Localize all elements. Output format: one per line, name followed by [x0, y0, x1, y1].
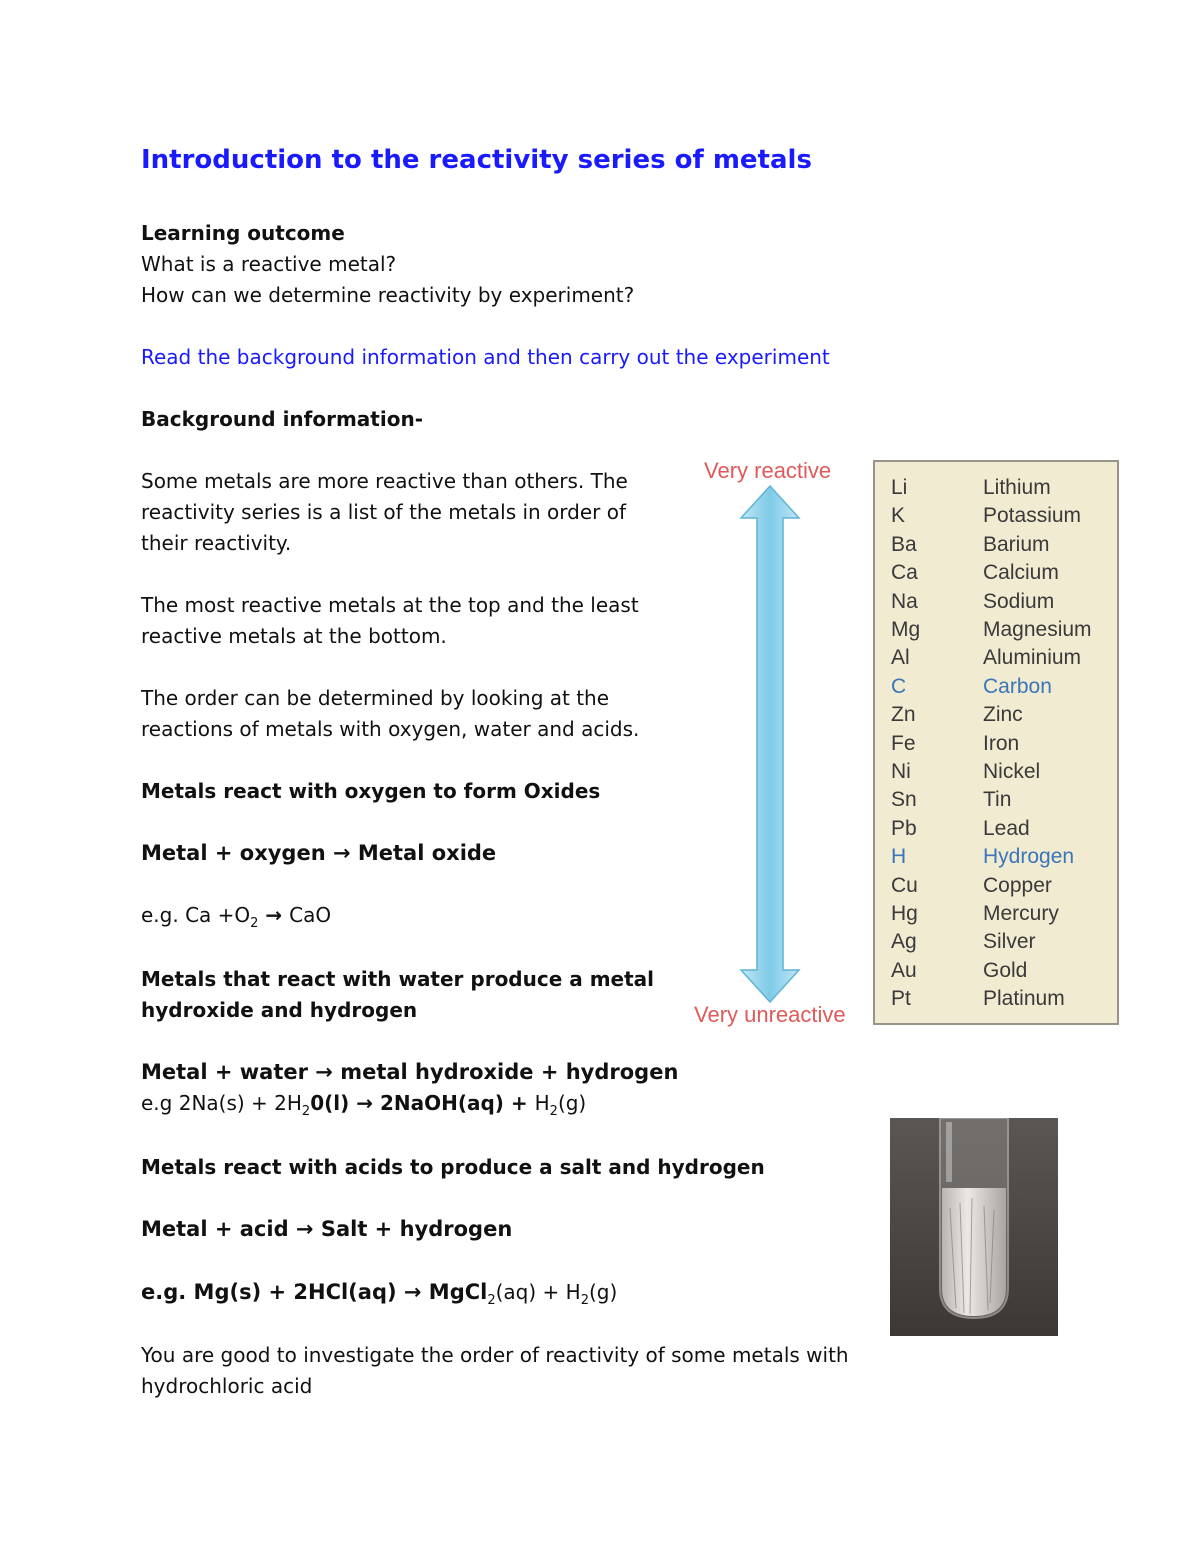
background-para-2-line-2: reactive metals at the bottom.: [141, 624, 447, 648]
metal-symbol: Cu: [891, 873, 918, 897]
metal-row: [875, 675, 1117, 703]
background-para-1-line-1: Some metals are more reactive than others. The: [141, 469, 628, 493]
metal-symbol: H: [891, 845, 907, 869]
metal-symbol: Sn: [891, 788, 917, 812]
acid-example-sub-b: 2: [580, 1293, 589, 1308]
metal-row: [875, 874, 1117, 902]
metal-name: Platinum: [983, 987, 1065, 1011]
water-example-part-b: 0(l) → 2NaOH(aq) +: [310, 1091, 535, 1115]
metal-name: Lead: [983, 816, 1030, 840]
water-example-sub-a: 2: [301, 1104, 311, 1119]
background-para-3-line-2: reactions of metals with oxygen, water and acids.: [141, 717, 640, 741]
background-para-1-line-2: reactivity series is a list of the metals in order of: [141, 500, 627, 524]
metal-name: Gold: [983, 958, 1028, 982]
metal-row: [875, 504, 1117, 532]
metal-name: Barium: [983, 532, 1050, 556]
metal-row: [875, 561, 1117, 589]
metal-symbol: K: [891, 504, 906, 528]
oxygen-example-reactants: e.g. Ca +O: [141, 903, 251, 927]
oxygen-heading: Metals react with oxygen to form Oxides: [141, 779, 601, 803]
metal-symbol: Ba: [891, 532, 917, 556]
metal-symbol: Au: [891, 958, 917, 982]
background-para-1-line-3: their reactivity.: [141, 531, 292, 555]
acid-example-sub-a: 2: [487, 1293, 496, 1308]
metal-row: [875, 533, 1117, 561]
metal-row: [875, 959, 1117, 987]
water-example-part-a: e.g 2Na(s) + 2H: [141, 1091, 302, 1115]
acid-heading: Metals react with acids to produce a salt and hydrogen: [141, 1155, 765, 1179]
metal-name: Aluminium: [983, 646, 1082, 670]
background-heading: Background information-: [141, 407, 424, 431]
metal-symbol: Ni: [891, 760, 911, 783]
metal-symbol: Zn: [891, 703, 916, 727]
metal-name: Calcium: [983, 561, 1059, 585]
metal-symbol: Ca: [891, 561, 918, 585]
metal-row: [875, 703, 1117, 731]
oxygen-word-equation: Metal + oxygen → Metal oxide: [141, 841, 497, 865]
metal-symbol: Hg: [891, 902, 918, 925]
metal-name: Hydrogen: [983, 845, 1075, 869]
water-example-part-d: (g): [557, 1091, 587, 1115]
metal-symbol: Li: [891, 476, 908, 499]
metal-row: [875, 930, 1117, 958]
instruction-text: Read the background information and then carry out the experiment: [141, 345, 830, 369]
metal-symbol: Mg: [891, 618, 921, 641]
metal-symbol: Na: [891, 589, 918, 613]
closing-line-2: hydrochloric acid: [141, 1374, 313, 1398]
metal-name: Iron: [983, 731, 1020, 755]
test-tube-photo: [890, 1118, 1058, 1336]
metal-name: Carbon: [983, 674, 1052, 698]
metal-row: [875, 788, 1117, 816]
metal-row: [875, 760, 1117, 788]
oxygen-example-subscript: 2: [250, 916, 259, 931]
metal-row: [875, 902, 1117, 930]
acid-example: [141, 1277, 617, 1308]
metal-row: [875, 845, 1117, 873]
metal-name: Silver: [983, 930, 1036, 954]
metal-row: [875, 732, 1117, 760]
metal-symbol: Al: [891, 646, 910, 670]
metal-row: [875, 817, 1117, 845]
water-example-sub-c: 2: [549, 1104, 558, 1119]
acid-example-part-a: e.g. Mg(s) + 2HCl(aq) → MgCl: [141, 1280, 488, 1304]
metal-row: [875, 476, 1117, 504]
metal-row: [875, 590, 1117, 618]
metal-name: Nickel: [983, 760, 1041, 783]
water-example: [141, 1088, 586, 1119]
double-arrow-icon: [735, 484, 805, 1004]
oxygen-example-product: CaO: [289, 903, 332, 927]
oxygen-example: [141, 900, 331, 931]
water-word-equation: Metal + water → metal hydroxide + hydrogen: [141, 1060, 679, 1084]
water-heading-line-2: hydroxide and hydrogen: [141, 998, 418, 1022]
water-heading-line-1: Metals that react with water produce a metal: [141, 967, 655, 991]
background-para-3-line-1: The order can be determined by looking at the: [141, 686, 610, 710]
acid-example-part-b: (aq) + H: [495, 1280, 581, 1304]
metal-symbol: Fe: [891, 731, 916, 755]
metal-symbol: Pt: [891, 987, 911, 1011]
metal-name: Mercury: [983, 902, 1059, 925]
acid-word-equation: Metal + acid → Salt + hydrogen: [141, 1217, 513, 1241]
page-title: Introduction to the reactivity series of metals: [141, 145, 812, 175]
metal-name: Potassium: [983, 504, 1082, 528]
metal-name: Lithium: [983, 476, 1051, 499]
metal-name: Tin: [983, 788, 1012, 812]
acid-example-part-c: (g): [588, 1280, 618, 1304]
metal-row: [875, 618, 1117, 646]
reactivity-series-table: [873, 460, 1119, 1025]
metal-name: Zinc: [983, 703, 1023, 727]
metal-symbol: C: [891, 674, 907, 698]
very-unreactive-label: Very unreactive: [694, 1002, 846, 1027]
closing-line-1: You are good to investigate the order of reactivity of some metals with: [141, 1343, 849, 1367]
metal-row: [875, 987, 1117, 1015]
background-para-2-line-1: The most reactive metals at the top and the least: [141, 593, 639, 617]
oxygen-example-arrow: →: [258, 903, 290, 927]
learning-question-1: What is a reactive metal?: [141, 252, 397, 276]
water-example-part-c: H: [534, 1091, 550, 1115]
very-reactive-label: Very reactive: [704, 458, 832, 483]
learning-outcome-heading: Learning outcome: [141, 221, 345, 245]
metal-symbol: Ag: [891, 930, 917, 954]
learning-question-2: How can we determine reactivity by experiment?: [141, 283, 635, 307]
metal-name: Magnesium: [983, 618, 1092, 641]
metal-name: Copper: [983, 873, 1052, 897]
metal-symbol: Pb: [891, 816, 917, 840]
metal-row: [875, 646, 1117, 674]
metal-name: Sodium: [983, 589, 1055, 613]
